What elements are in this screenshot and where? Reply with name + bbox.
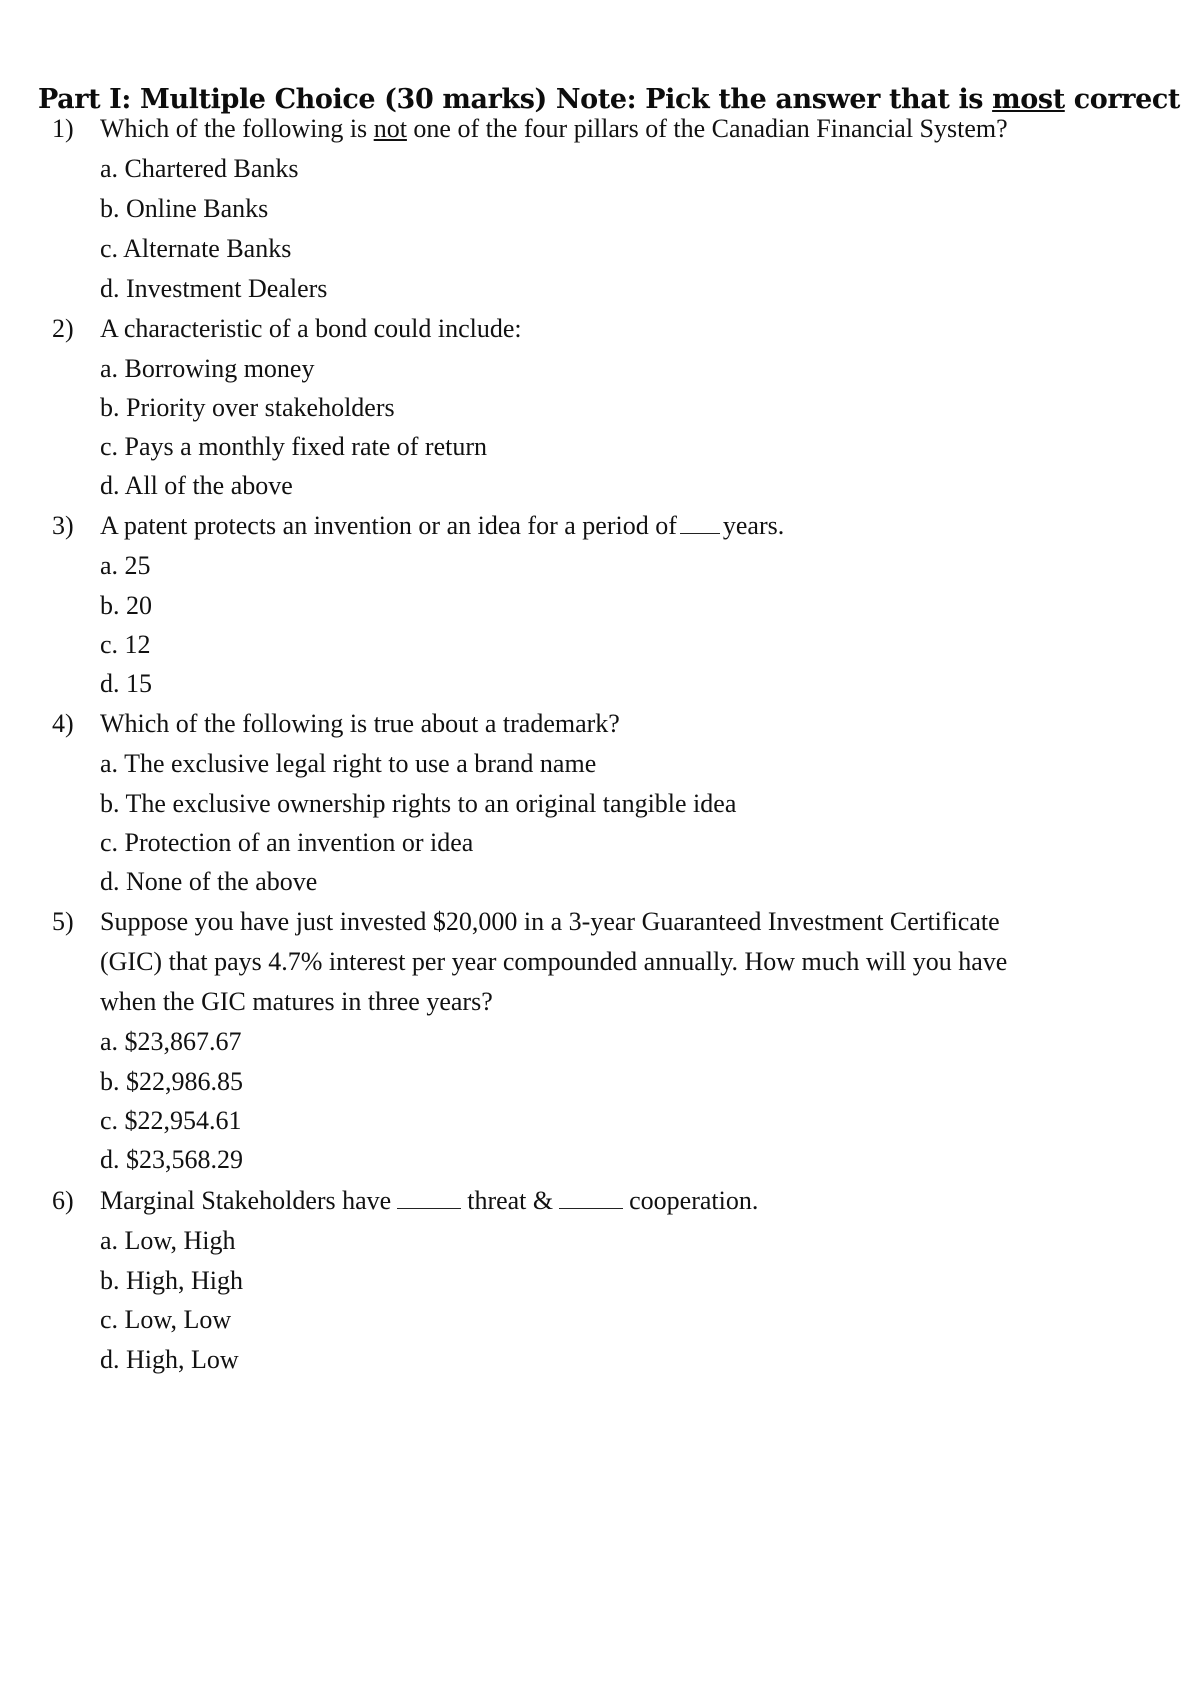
answer-option[interactable]: b. $22,986.85 [100,1067,243,1096]
answer-blank [559,1207,623,1209]
answer-option[interactable]: a. Chartered Banks [100,154,299,183]
question-text-line: when the GIC matures in three years? [100,987,493,1016]
answer-option[interactable]: b. Priority over stakeholders [100,393,395,422]
question-text-line: Suppose you have just invested $20,000 in a 3-year Guaranteed Investment Certificate [100,907,1000,936]
question-text [100,1186,758,1216]
heading-text: Part I: Multiple Choice (30 marks) Note: Pick the answer that is [38,84,993,115]
question-text-part: cooperation. [629,1186,759,1215]
answer-blank [397,1207,461,1209]
answer-option[interactable]: a. The exclusive legal right to use a brand name [100,749,597,778]
question-text-part: Marginal Stakeholders have [100,1186,392,1215]
question-text-underlined: not [373,114,407,143]
answer-blank [680,532,720,534]
answer-option[interactable]: c. Protection of an invention or idea [100,828,474,857]
question-text-part: Which of the following is [100,114,374,143]
answer-option[interactable]: a. 25 [100,551,151,580]
question-text [100,114,1008,144]
answer-option[interactable]: c. Low, Low [100,1305,232,1334]
answer-option[interactable]: a. Borrowing money [100,354,315,383]
answer-option[interactable]: c. 12 [100,630,151,659]
question-text-line: (GIC) that pays 4.7% interest per year compounded annually. How much will you have [100,947,1008,976]
question-text: A characteristic of a bond could include: [100,314,522,343]
answer-option[interactable]: c. $22,954.61 [100,1106,242,1135]
heading-emphasis: most [992,84,1065,115]
question-number: 4) [52,709,74,738]
heading-tail: correct [1064,84,1180,115]
answer-option[interactable]: d. High, Low [100,1345,239,1374]
question-text-part: threat & [467,1186,554,1215]
question-number: 6) [52,1186,74,1215]
answer-option[interactable]: b. The exclusive ownership rights to an original tangible idea [100,789,737,818]
answer-option[interactable]: d. None of the above [100,867,318,896]
question-number: 5) [52,907,74,936]
question-number: 2) [52,314,74,343]
question-number: 3) [52,511,74,540]
answer-option[interactable]: a. $23,867.67 [100,1027,242,1056]
answer-option[interactable]: d. 15 [100,669,152,698]
question-text-part: A patent protects an invention or an idea for a period of [100,511,677,540]
section-heading [38,84,1180,115]
answer-option[interactable]: c. Pays a monthly fixed rate of return [100,432,487,461]
answer-option[interactable]: b. High, High [100,1266,243,1295]
answer-option[interactable]: d. Investment Dealers [100,274,328,303]
question-text: Which of the following is true about a trademark? [100,709,620,738]
question-number: 1) [52,114,74,143]
answer-option[interactable]: c. Alternate Banks [100,234,292,263]
answer-option[interactable]: d. $23,568.29 [100,1145,243,1174]
question-text [100,511,784,541]
answer-option[interactable]: b. 20 [100,591,152,620]
answer-option[interactable]: b. Online Banks [100,194,269,223]
question-text-part: years. [722,511,785,540]
question-text-part: one of the four pillars of the Canadian Financial System? [406,114,1008,143]
answer-option[interactable]: d. All of the above [100,471,293,500]
answer-option[interactable]: a. Low, High [100,1226,236,1255]
